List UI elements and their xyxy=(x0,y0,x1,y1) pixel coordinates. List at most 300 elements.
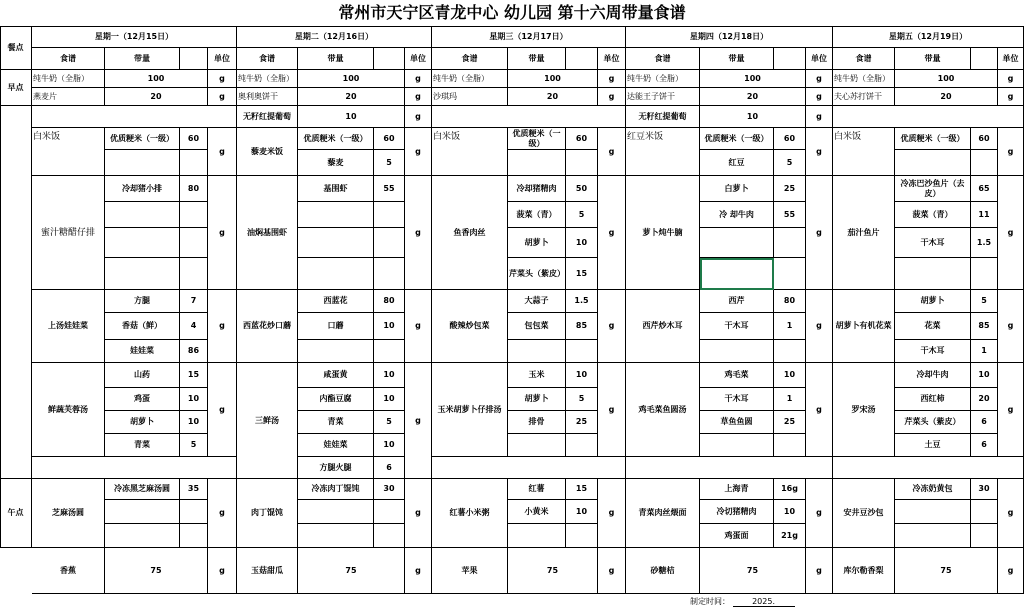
veg1-ing-5[interactable]: 花菜 xyxy=(895,313,971,340)
veg2-ing-1[interactable]: 山药 xyxy=(105,363,180,388)
bf-dish1-2[interactable]: 纯牛奶（全脂） xyxy=(237,70,298,88)
snack-ing-empty-1[interactable] xyxy=(105,500,180,524)
snack-unit-2[interactable]: g xyxy=(405,479,432,548)
bf-empty-3[interactable] xyxy=(432,106,626,128)
veg2-amt-1[interactable]: 5 xyxy=(180,434,208,457)
veg1-unit-2[interactable]: g xyxy=(405,290,432,363)
veg1-dish-3[interactable]: 酸辣炒包菜 xyxy=(432,290,508,363)
bf-unit1-3[interactable]: g xyxy=(598,70,626,88)
main-ing-2[interactable]: 基围虾 xyxy=(298,176,374,202)
snack-amt-4[interactable]: 21g xyxy=(774,524,806,548)
snack-ing-empty-3[interactable] xyxy=(508,524,566,548)
col-unit-2[interactable]: 单位 xyxy=(405,48,432,70)
veg1-amt-empty-3[interactable] xyxy=(566,340,598,363)
staple-amt-3[interactable]: 60 xyxy=(566,128,598,150)
staple-amt-empty-5[interactable] xyxy=(971,150,998,176)
col-ing-amt-5[interactable] xyxy=(971,48,998,70)
bf-amt2-4[interactable]: 20 xyxy=(700,88,806,106)
main-amt-empty-2[interactable] xyxy=(374,202,405,228)
staple-amt-1[interactable]: 60 xyxy=(180,128,208,150)
col-dish-5[interactable]: 食谱 xyxy=(833,48,895,70)
veg2-amt-4[interactable]: 25 xyxy=(774,411,806,434)
bf-dish2-5[interactable]: 夫心苏打饼干 xyxy=(833,88,895,106)
veg2-ing-3[interactable]: 排骨 xyxy=(508,411,566,434)
snack-unit-3[interactable]: g xyxy=(598,479,626,548)
snack-dish-1[interactable]: 芝麻汤圆 xyxy=(32,479,105,548)
veg2-amt-1[interactable]: 10 xyxy=(180,388,208,411)
veg1-ing-1[interactable]: 娃娃菜 xyxy=(105,340,180,363)
staple-ing-2[interactable]: 优质粳米（一级） xyxy=(298,128,374,150)
veg1-amt-empty-2[interactable] xyxy=(374,340,405,363)
fruit-amt-4[interactable]: 75 xyxy=(700,548,806,594)
main-ing-3[interactable]: 菠菜（青） xyxy=(508,202,566,228)
veg1-ing-3[interactable]: 包包菜 xyxy=(508,313,566,340)
main-amt-5[interactable]: 11 xyxy=(971,202,998,228)
snack-amt-empty-2[interactable] xyxy=(374,500,405,524)
veg1-amt-5[interactable]: 5 xyxy=(971,290,998,313)
veg2-dish-5[interactable]: 罗宋汤 xyxy=(833,363,895,457)
veg2-ing-empty-3[interactable] xyxy=(508,434,566,457)
snack-amt-2[interactable]: 30 xyxy=(374,479,405,500)
fruit-unit-1[interactable]: g xyxy=(208,548,237,594)
bf-unit1-1[interactable]: g xyxy=(208,70,237,88)
gap-5[interactable] xyxy=(833,457,1024,479)
main-dish-3[interactable]: 鱼香肉丝 xyxy=(432,176,508,290)
staple-ing-3[interactable]: 优质粳米（一级） xyxy=(508,128,566,150)
veg2-unit-5[interactable]: g xyxy=(998,363,1024,457)
bf-unit2-1[interactable]: g xyxy=(208,88,237,106)
staple-unit-1[interactable]: g xyxy=(208,128,237,176)
veg1-ing-1[interactable]: 方腿 xyxy=(105,290,180,313)
fruit-unit-3[interactable]: g xyxy=(598,548,626,594)
veg1-amt-5[interactable]: 1 xyxy=(971,340,998,363)
main-ing-3[interactable]: 胡萝卜 xyxy=(508,228,566,258)
snack-unit-1[interactable]: g xyxy=(208,479,237,548)
gap-3[interactable] xyxy=(432,457,626,479)
staple-ing-4[interactable]: 优质粳米（一级） xyxy=(700,128,774,150)
staple-dish-5[interactable]: 白米饭 xyxy=(833,128,895,176)
main-amt-empty-5[interactable] xyxy=(971,258,998,290)
bf-amt2-1[interactable]: 20 xyxy=(105,88,208,106)
bf-dish2-3[interactable]: 沙琪玛 xyxy=(432,88,508,106)
veg1-ing-4[interactable]: 干木耳 xyxy=(700,313,774,340)
main-amt-empty-4[interactable] xyxy=(774,258,806,290)
veg2-ing-3[interactable]: 玉米 xyxy=(508,363,566,388)
staple-amt-empty-1[interactable] xyxy=(180,150,208,176)
veg1-dish-5[interactable]: 胡萝卜有机花菜 xyxy=(833,290,895,363)
veg2-ing-4[interactable]: 鸡毛菜 xyxy=(700,363,774,388)
veg2-unit-1[interactable]: g xyxy=(208,363,237,457)
bf-amt2-2[interactable]: 20 xyxy=(298,88,405,106)
meal-lunch-main[interactable] xyxy=(0,106,32,479)
veg2-amt-3[interactable]: 5 xyxy=(566,388,598,411)
snack-unit-5[interactable]: g xyxy=(998,479,1024,548)
veg2-amt-2[interactable]: 10 xyxy=(374,388,405,411)
snack-amt-3[interactable]: 10 xyxy=(566,500,598,524)
veg2-unit-2[interactable]: g xyxy=(405,363,432,479)
veg1-amt-1[interactable]: 7 xyxy=(180,290,208,313)
main-unit-5[interactable]: g xyxy=(998,176,1024,290)
main-amt-3[interactable]: 5 xyxy=(566,202,598,228)
veg2-ing-5[interactable]: 冷却牛肉 xyxy=(895,363,971,388)
snack-amt-4[interactable]: 16g xyxy=(774,479,806,500)
snack-amt-empty-1[interactable] xyxy=(180,500,208,524)
main-amt-empty-1[interactable] xyxy=(180,258,208,290)
veg1-amt-5[interactable]: 85 xyxy=(971,313,998,340)
veg1-ing-2[interactable]: 口蘑 xyxy=(298,313,374,340)
veg1-unit-1[interactable]: g xyxy=(208,290,237,363)
fruit-dish-1[interactable]: 香蕉 xyxy=(32,548,105,594)
bf-amt1-5[interactable]: 100 xyxy=(895,70,998,88)
day-header-5[interactable]: 星期五（12月19日） xyxy=(833,26,1024,48)
fruit-dish-3[interactable]: 苹果 xyxy=(432,548,508,594)
veg1-amt-4[interactable]: 1 xyxy=(774,313,806,340)
col-unit-1[interactable]: 单位 xyxy=(208,48,237,70)
col-unit-5[interactable]: 单位 xyxy=(998,48,1024,70)
main-ing-empty-2[interactable] xyxy=(298,258,374,290)
main-dish-2[interactable]: 油焖基围虾 xyxy=(237,176,298,290)
main-ing-3[interactable]: 芹菜头（紫皮） xyxy=(508,258,566,290)
veg2-amt-1[interactable]: 15 xyxy=(180,363,208,388)
veg1-dish-1[interactable]: 上汤娃娃菜 xyxy=(32,290,105,363)
col-dish-4[interactable]: 食谱 xyxy=(626,48,700,70)
bf-unit1-4[interactable]: g xyxy=(806,70,833,88)
staple-ing-empty-3[interactable] xyxy=(508,150,566,176)
col-amount-2[interactable]: 带量 xyxy=(298,48,374,70)
veg2-amt-3[interactable]: 10 xyxy=(566,363,598,388)
snack-amt-empty-5[interactable] xyxy=(971,500,998,524)
veg2-dish-2[interactable]: 三鲜汤 xyxy=(237,363,298,479)
gap-4[interactable] xyxy=(626,457,833,479)
veg2-amt-4[interactable]: 10 xyxy=(774,363,806,388)
main-amt-empty-4[interactable] xyxy=(774,228,806,258)
snack-amt-empty-2[interactable] xyxy=(374,524,405,548)
veg2-ing-4[interactable]: 干木耳 xyxy=(700,388,774,411)
veg1-ing-empty-3[interactable] xyxy=(508,340,566,363)
bf-dish3-2[interactable]: 无籽红提葡萄 xyxy=(237,106,298,128)
veg2-ing-empty-4[interactable] xyxy=(700,434,774,457)
fruit-unit-4[interactable]: g xyxy=(806,548,833,594)
main-ing-5[interactable]: 干木耳 xyxy=(895,228,971,258)
veg1-amt-4[interactable]: 80 xyxy=(774,290,806,313)
main-amt-3[interactable]: 10 xyxy=(566,228,598,258)
veg1-amt-empty-4[interactable] xyxy=(774,340,806,363)
veg2-dish-4[interactable]: 鸡毛菜鱼圆汤 xyxy=(626,363,700,457)
day-header-4[interactable]: 星期四（12月18日） xyxy=(626,26,833,48)
main-amt-5[interactable]: 1.5 xyxy=(971,228,998,258)
staple-amt-empty-3[interactable] xyxy=(566,150,598,176)
veg2-amt-3[interactable]: 25 xyxy=(566,411,598,434)
veg1-amt-3[interactable]: 1.5 xyxy=(566,290,598,313)
veg2-dish-3[interactable]: 玉米胡萝卜仔排汤 xyxy=(432,363,508,457)
snack-amt-1[interactable]: 35 xyxy=(180,479,208,500)
veg2-amt-5[interactable]: 6 xyxy=(971,434,998,457)
main-amt-empty-1[interactable] xyxy=(180,228,208,258)
snack-amt-empty-5[interactable] xyxy=(971,524,998,548)
staple-amt-5[interactable]: 60 xyxy=(971,128,998,150)
bf-dish1-1[interactable]: 纯牛奶（全脂） xyxy=(32,70,105,88)
bf-dish3-4[interactable]: 无籽红提葡萄 xyxy=(626,106,700,128)
snack-ing-3[interactable]: 红薯 xyxy=(508,479,566,500)
veg2-ing-1[interactable]: 青菜 xyxy=(105,434,180,457)
veg2-ing-5[interactable]: 西红柿 xyxy=(895,388,971,411)
gap-1[interactable] xyxy=(32,457,237,479)
veg1-amt-2[interactable]: 80 xyxy=(374,290,405,313)
veg1-ing-5[interactable]: 胡萝卜 xyxy=(895,290,971,313)
veg2-unit-3[interactable]: g xyxy=(598,363,626,457)
snack-dish-4[interactable]: 青菜肉丝煨面 xyxy=(626,479,700,548)
bf-unit2-3[interactable]: g xyxy=(598,88,626,106)
bf-amt1-3[interactable]: 100 xyxy=(508,70,598,88)
snack-amt-empty-1[interactable] xyxy=(180,524,208,548)
snack-ing-2[interactable]: 冷冻肉丁馄饨 xyxy=(298,479,374,500)
veg2-dish-1[interactable]: 鲜蔬芙蓉汤 xyxy=(32,363,105,457)
veg2-ing-3[interactable]: 胡萝卜 xyxy=(508,388,566,411)
main-ing-4[interactable]: 冷 却牛肉 xyxy=(700,202,774,228)
main-ing-empty-4[interactable] xyxy=(700,258,774,290)
staple-dish-2[interactable]: 藜麦米饭 xyxy=(237,128,298,176)
bf-dish1-4[interactable]: 纯牛奶（全脂） xyxy=(626,70,700,88)
fruit-unit-2[interactable]: g xyxy=(405,548,432,594)
staple-ing-1[interactable]: 优质粳米（一级） xyxy=(105,128,180,150)
bf-unit3-2[interactable]: g xyxy=(405,106,432,128)
bf-unit1-5[interactable]: g xyxy=(998,70,1024,88)
veg2-ing-1[interactable]: 胡萝卜 xyxy=(105,411,180,434)
staple-ing-empty-1[interactable] xyxy=(105,150,180,176)
col-amount-1[interactable]: 带量 xyxy=(105,48,180,70)
bf-empty-1[interactable] xyxy=(32,106,237,128)
main-dish-1[interactable]: 蜜汁糖醋仔排 xyxy=(32,176,105,290)
main-dish-5[interactable]: 茄汁鱼片 xyxy=(833,176,895,290)
staple-dish-1[interactable]: 白米饭 xyxy=(32,128,105,176)
veg2-ing-1[interactable]: 鸡蛋 xyxy=(105,388,180,411)
bf-dish2-1[interactable]: 燕麦片 xyxy=(32,88,105,106)
main-ing-5[interactable]: 冷冻巴沙鱼片（去皮） xyxy=(895,176,971,202)
veg2-ing-2[interactable]: 内酯豆腐 xyxy=(298,388,374,411)
veg1-unit-3[interactable]: g xyxy=(598,290,626,363)
bf-amt2-3[interactable]: 20 xyxy=(508,88,598,106)
bf-unit1-2[interactable]: g xyxy=(405,70,432,88)
veg2-amt-2[interactable]: 10 xyxy=(374,434,405,457)
fruit-amt-3[interactable]: 75 xyxy=(508,548,598,594)
veg2-ing-5[interactable]: 芹菜头（紫皮） xyxy=(895,411,971,434)
staple-ing-4[interactable]: 红豆 xyxy=(700,150,774,176)
meal-lunch[interactable]: 午点 xyxy=(0,479,32,548)
col-ing-amt-1[interactable] xyxy=(180,48,208,70)
snack-ing-empty-2[interactable] xyxy=(298,500,374,524)
bf-unit2-5[interactable]: g xyxy=(998,88,1024,106)
bf-dish1-3[interactable]: 纯牛奶（全脂） xyxy=(432,70,508,88)
veg2-amt-1[interactable]: 10 xyxy=(180,411,208,434)
bf-amt1-4[interactable]: 100 xyxy=(700,70,806,88)
footer-date[interactable]: 2025. xyxy=(733,597,795,607)
snack-ing-empty-1[interactable] xyxy=(105,524,180,548)
bf-dish2-4[interactable]: 达能王子饼干 xyxy=(626,88,700,106)
col-unit-4[interactable]: 单位 xyxy=(806,48,833,70)
snack-ing-4[interactable]: 上海青 xyxy=(700,479,774,500)
col-ing-amt-3[interactable] xyxy=(566,48,598,70)
veg2-amt-5[interactable]: 6 xyxy=(971,411,998,434)
col-amount-3[interactable]: 带量 xyxy=(508,48,566,70)
main-ing-empty-5[interactable] xyxy=(895,258,971,290)
main-amt-5[interactable]: 65 xyxy=(971,176,998,202)
main-ing-empty-1[interactable] xyxy=(105,228,180,258)
bf-amt3-2[interactable]: 10 xyxy=(298,106,405,128)
meal-col-header[interactable]: 餐点 xyxy=(0,26,32,70)
day-header-1[interactable]: 星期一（12月15日） xyxy=(32,26,237,48)
veg1-dish-2[interactable]: 西蓝花炒口蘑 xyxy=(237,290,298,363)
staple-amt-4[interactable]: 5 xyxy=(774,150,806,176)
veg1-amt-2[interactable]: 10 xyxy=(374,313,405,340)
bf-unit2-4[interactable]: g xyxy=(806,88,833,106)
main-unit-2[interactable]: g xyxy=(405,176,432,290)
fruit-amt-2[interactable]: 75 xyxy=(298,548,405,594)
main-unit-4[interactable]: g xyxy=(806,176,833,290)
fruit-unit-5[interactable]: g xyxy=(998,548,1024,594)
snack-unit-4[interactable]: g xyxy=(806,479,833,548)
main-amt-empty-2[interactable] xyxy=(374,258,405,290)
veg2-amt-2[interactable]: 6 xyxy=(374,457,405,479)
veg2-ing-2[interactable]: 青菜 xyxy=(298,411,374,434)
snack-dish-3[interactable]: 红薯小米粥 xyxy=(432,479,508,548)
staple-amt-2[interactable]: 60 xyxy=(374,128,405,150)
staple-unit-5[interactable]: g xyxy=(998,128,1024,176)
bf-amt2-5[interactable]: 20 xyxy=(895,88,998,106)
snack-ing-3[interactable]: 小黄米 xyxy=(508,500,566,524)
main-amt-1[interactable]: 80 xyxy=(180,176,208,202)
main-unit-1[interactable]: g xyxy=(208,176,237,290)
veg2-amt-2[interactable]: 10 xyxy=(374,363,405,388)
bf-dish2-2[interactable]: 奥利奥饼干 xyxy=(237,88,298,106)
snack-amt-5[interactable]: 30 xyxy=(971,479,998,500)
snack-dish-2[interactable]: 肉丁馄饨 xyxy=(237,479,298,548)
staple-ing-empty-5[interactable] xyxy=(895,150,971,176)
veg1-ing-empty-2[interactable] xyxy=(298,340,374,363)
col-dish-3[interactable]: 食谱 xyxy=(432,48,508,70)
veg2-amt-4[interactable]: 1 xyxy=(774,388,806,411)
snack-ing-4[interactable]: 鸡蛋面 xyxy=(700,524,774,548)
main-amt-3[interactable]: 15 xyxy=(566,258,598,290)
veg2-amt-5[interactable]: 20 xyxy=(971,388,998,411)
snack-ing-5[interactable]: 冷冻奶黄包 xyxy=(895,479,971,500)
veg1-amt-3[interactable]: 85 xyxy=(566,313,598,340)
main-unit-3[interactable]: g xyxy=(598,176,626,290)
col-dish-1[interactable]: 食谱 xyxy=(32,48,105,70)
col-ing-amt-2[interactable] xyxy=(374,48,405,70)
veg1-amt-1[interactable]: 86 xyxy=(180,340,208,363)
col-dish-2[interactable]: 食谱 xyxy=(237,48,298,70)
snack-dish-5[interactable]: 安井豆沙包 xyxy=(833,479,895,548)
veg2-ing-5[interactable]: 土豆 xyxy=(895,434,971,457)
main-amt-empty-2[interactable] xyxy=(374,228,405,258)
main-ing-empty-1[interactable] xyxy=(105,258,180,290)
snack-ing-empty-5[interactable] xyxy=(895,500,971,524)
veg1-ing-3[interactable]: 大蒜子 xyxy=(508,290,566,313)
meal-breakfast[interactable]: 早点 xyxy=(0,70,32,106)
veg2-amt-empty-3[interactable] xyxy=(566,434,598,457)
veg2-ing-2[interactable]: 方腿火腿 xyxy=(298,457,374,479)
day-header-3[interactable]: 星期三（12月17日） xyxy=(432,26,626,48)
veg2-amt-2[interactable]: 5 xyxy=(374,411,405,434)
fruit-amt-1[interactable]: 75 xyxy=(105,548,208,594)
snack-ing-1[interactable]: 冷冻黑芝麻汤圆 xyxy=(105,479,180,500)
veg1-ing-5[interactable]: 干木耳 xyxy=(895,340,971,363)
staple-unit-2[interactable]: g xyxy=(405,128,432,176)
snack-ing-empty-5[interactable] xyxy=(895,524,971,548)
veg2-amt-empty-4[interactable] xyxy=(774,434,806,457)
staple-unit-3[interactable]: g xyxy=(598,128,626,176)
main-amt-4[interactable]: 55 xyxy=(774,202,806,228)
staple-dish-4[interactable]: 红豆米饭 xyxy=(626,128,700,176)
bf-amt1-2[interactable]: 100 xyxy=(298,70,405,88)
main-ing-3[interactable]: 冷却猪精肉 xyxy=(508,176,566,202)
main-ing-empty-1[interactable] xyxy=(105,202,180,228)
main-ing-empty-4[interactable] xyxy=(700,228,774,258)
bf-empty-5[interactable] xyxy=(833,106,1024,128)
main-amt-2[interactable]: 55 xyxy=(374,176,405,202)
bf-amt1-1[interactable]: 100 xyxy=(105,70,208,88)
main-dish-4[interactable]: 萝卜炖牛腩 xyxy=(626,176,700,290)
col-amount-5[interactable]: 带量 xyxy=(895,48,971,70)
fruit-amt-5[interactable]: 75 xyxy=(895,548,998,594)
snack-amt-empty-3[interactable] xyxy=(566,524,598,548)
day-header-2[interactable]: 星期二（12月16日） xyxy=(237,26,432,48)
veg1-ing-4[interactable]: 西芹 xyxy=(700,290,774,313)
col-ing-amt-4[interactable] xyxy=(774,48,806,70)
veg1-unit-4[interactable]: g xyxy=(806,290,833,363)
main-ing-empty-2[interactable] xyxy=(298,228,374,258)
main-amt-4[interactable]: 25 xyxy=(774,176,806,202)
snack-ing-empty-2[interactable] xyxy=(298,524,374,548)
veg1-dish-4[interactable]: 西芹炒木耳 xyxy=(626,290,700,363)
main-ing-5[interactable]: 菠菜（青） xyxy=(895,202,971,228)
main-ing-1[interactable]: 冷却猪小排 xyxy=(105,176,180,202)
snack-amt-3[interactable]: 15 xyxy=(566,479,598,500)
veg2-unit-4[interactable]: g xyxy=(806,363,833,457)
main-amt-3[interactable]: 50 xyxy=(566,176,598,202)
veg1-ing-2[interactable]: 西蓝花 xyxy=(298,290,374,313)
bf-amt3-4[interactable]: 10 xyxy=(700,106,806,128)
fruit-dish-5[interactable]: 库尔勒香梨 xyxy=(833,548,895,594)
staple-unit-4[interactable]: g xyxy=(806,128,833,176)
veg2-ing-4[interactable]: 草鱼鱼圆 xyxy=(700,411,774,434)
staple-dish-3[interactable]: 白米饭 xyxy=(432,128,508,176)
staple-amt-2[interactable]: 5 xyxy=(374,150,405,176)
snack-amt-4[interactable]: 10 xyxy=(774,500,806,524)
veg1-amt-1[interactable]: 4 xyxy=(180,313,208,340)
main-ing-empty-2[interactable] xyxy=(298,202,374,228)
veg2-ing-2[interactable]: 娃娃菜 xyxy=(298,434,374,457)
staple-ing-2[interactable]: 藜麦 xyxy=(298,150,374,176)
main-ing-4[interactable]: 白萝卜 xyxy=(700,176,774,202)
veg1-ing-empty-4[interactable] xyxy=(700,340,774,363)
bf-dish1-5[interactable]: 纯牛奶（全脂） xyxy=(833,70,895,88)
staple-ing-5[interactable]: 优质粳米（一级） xyxy=(895,128,971,150)
col-unit-3[interactable]: 单位 xyxy=(598,48,626,70)
snack-ing-4[interactable]: 冷切猪精肉 xyxy=(700,500,774,524)
bf-unit2-2[interactable]: g xyxy=(405,88,432,106)
bf-unit3-4[interactable]: g xyxy=(806,106,833,128)
veg1-unit-5[interactable]: g xyxy=(998,290,1024,363)
main-amt-empty-1[interactable] xyxy=(180,202,208,228)
col-amount-4[interactable]: 带量 xyxy=(700,48,774,70)
fruit-dish-2[interactable]: 玉菇甜瓜 xyxy=(237,548,298,594)
veg2-ing-2[interactable]: 咸蛋黄 xyxy=(298,363,374,388)
veg2-amt-5[interactable]: 10 xyxy=(971,363,998,388)
fruit-dish-4[interactable]: 砂糖桔 xyxy=(626,548,700,594)
veg1-ing-1[interactable]: 香菇（鲜） xyxy=(105,313,180,340)
staple-amt-4[interactable]: 60 xyxy=(774,128,806,150)
